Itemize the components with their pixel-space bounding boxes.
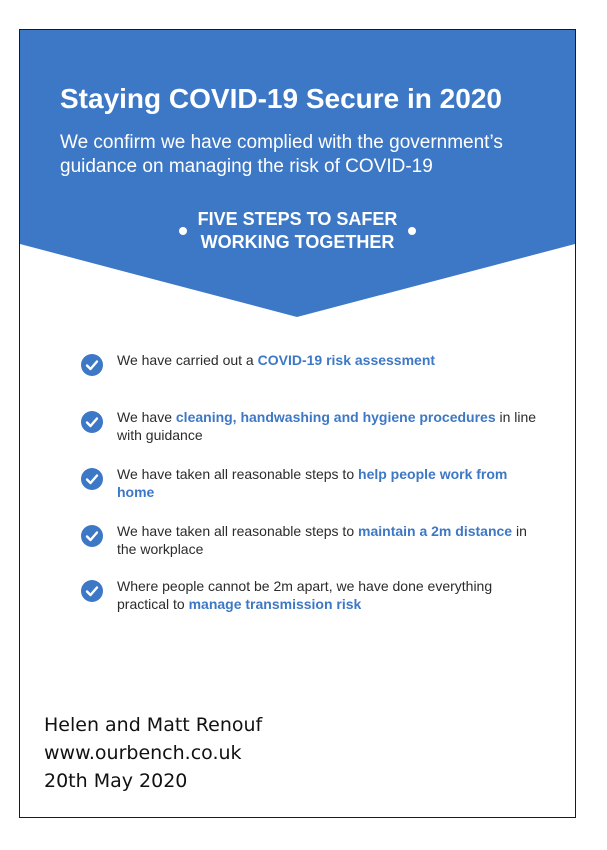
contact-block [44, 711, 262, 795]
contact-website: www.ourbench.co.uk [44, 742, 242, 764]
checkmark-icon [80, 353, 104, 377]
step-text [117, 408, 540, 444]
step-item-4 [80, 522, 540, 558]
step-text [117, 465, 540, 501]
covid-secure-poster [19, 29, 576, 818]
step-text-plain: We have taken all reasonable steps to [117, 466, 359, 482]
step-text-highlight: cleaning, handwashing and hygiene procedures [175, 409, 496, 425]
step-text-plain: We have taken all reasonable steps to [117, 523, 359, 539]
step-item-1 [80, 351, 540, 377]
step-item-5 [80, 577, 540, 613]
steps-heading-text [198, 208, 398, 254]
step-text-plain: Where people cannot be 2m apart, we have done everything practical to [117, 578, 493, 612]
poster-subtitle: We confirm we have complied with the government’s guidance on managing the risk of COVID-19 [60, 132, 503, 177]
checkmark-icon [80, 524, 104, 548]
step-text [117, 577, 540, 613]
contact-date: 20th May 2020 [44, 770, 188, 792]
step-text-highlight: COVID-19 risk assessment [257, 352, 436, 368]
checkmark-icon [80, 410, 104, 434]
step-text-highlight: maintain a 2m distance [358, 523, 513, 539]
checkmark-icon [80, 467, 104, 491]
left-bullet-icon [179, 227, 187, 235]
step-text [117, 522, 540, 558]
step-text-plain-end: in the workplace [117, 523, 527, 557]
step-text-highlight: help people work from home [117, 466, 508, 500]
step-text-plain: We have carried out a [117, 352, 258, 368]
step-item-2 [80, 408, 540, 444]
step-item-3 [80, 465, 540, 501]
poster-title: Staying COVID-19 Secure in 2020 [60, 83, 502, 114]
step-text-highlight: manage transmission risk [188, 596, 362, 612]
checkmark-icon [80, 579, 104, 603]
steps-heading [20, 208, 575, 254]
steps-heading-line-2: WORKING TOGETHER [200, 232, 395, 252]
step-text [117, 351, 435, 369]
steps-heading-line-1: FIVE STEPS TO SAFER [197, 209, 398, 229]
step-text-plain: We have [117, 409, 176, 425]
right-bullet-icon [408, 227, 416, 235]
contact-name: Helen and Matt Renouf [44, 714, 263, 736]
step-text-plain-end: in line with guidance [117, 409, 537, 443]
header-banner [20, 30, 575, 317]
